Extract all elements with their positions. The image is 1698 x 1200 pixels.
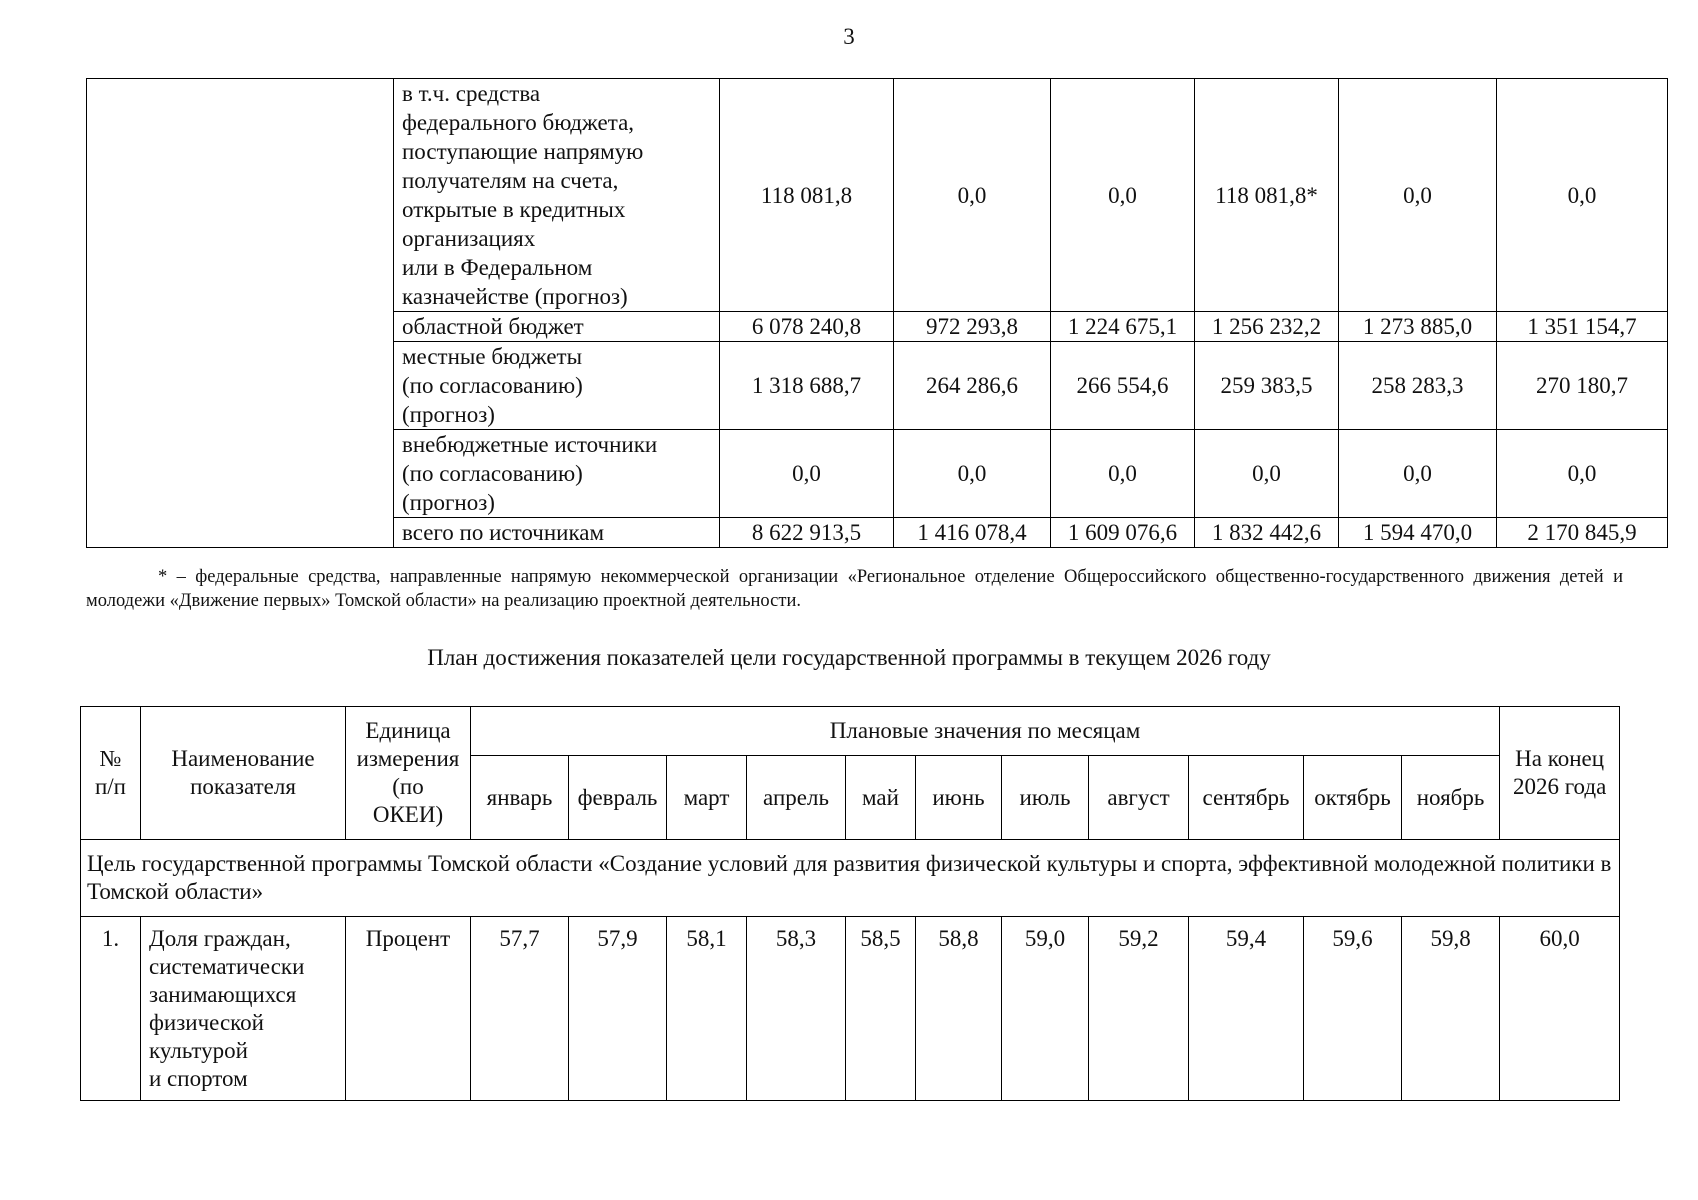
value-cell: 270 180,7 bbox=[1497, 342, 1668, 430]
header-unit bbox=[346, 707, 471, 840]
header-line: (по bbox=[392, 774, 424, 799]
month-value: 58,1 bbox=[667, 917, 747, 1101]
label-line: местные бюджеты bbox=[402, 344, 583, 369]
header-line: На конец bbox=[1515, 746, 1605, 771]
header-line: Единица bbox=[365, 718, 451, 743]
value-cell: 1 609 076,6 bbox=[1051, 518, 1195, 548]
header-line: 2026 года bbox=[1512, 774, 1607, 799]
label-line: получателям на счета, bbox=[402, 168, 619, 193]
empty-cell bbox=[87, 79, 394, 548]
label-line: казначействе (прогноз) bbox=[402, 284, 628, 309]
header-month: февраль bbox=[569, 756, 667, 840]
value-cell: 266 554,6 bbox=[1051, 342, 1195, 430]
value-cell: 6 078 240,8 bbox=[720, 312, 894, 342]
name-line: физической bbox=[149, 1010, 264, 1035]
header-line: измерения bbox=[356, 746, 460, 771]
value-cell: 1 224 675,1 bbox=[1051, 312, 1195, 342]
footnote bbox=[86, 565, 1623, 613]
value-cell: 1 416 078,4 bbox=[894, 518, 1051, 548]
label-line: всего по источникам bbox=[402, 520, 605, 545]
header-indicator-name bbox=[141, 707, 346, 840]
header-line: Наименование bbox=[171, 746, 315, 771]
month-value: 59,6 bbox=[1304, 917, 1402, 1101]
header-num bbox=[81, 707, 141, 840]
header-month: январь bbox=[471, 756, 569, 840]
name-line: и спортом bbox=[149, 1066, 248, 1091]
value-cell: 264 286,6 bbox=[894, 342, 1051, 430]
header-months-group: Плановые значения по месяцам bbox=[471, 707, 1500, 756]
month-value: 58,3 bbox=[747, 917, 846, 1101]
value-cell: 118 081,8* bbox=[1195, 79, 1339, 312]
label-line: федерального бюджета, bbox=[402, 110, 635, 135]
value-cell: 0,0 bbox=[894, 79, 1051, 312]
header-month: октябрь bbox=[1304, 756, 1402, 840]
plan-title: План достижения показателей цели государственной программы в текущем 2026 году bbox=[427, 645, 1271, 670]
budget-row-label bbox=[394, 430, 720, 518]
value-cell: 1 256 232,2 bbox=[1195, 312, 1339, 342]
value-cell: 1 318 688,7 bbox=[720, 342, 894, 430]
indicator-name bbox=[141, 917, 346, 1101]
value-cell: 0,0 bbox=[720, 430, 894, 518]
value-cell: 1 351 154,7 bbox=[1497, 312, 1668, 342]
value-cell: 0,0 bbox=[1195, 430, 1339, 518]
plan-header-row bbox=[81, 707, 1620, 756]
label-line: открытые в кредитных bbox=[402, 197, 626, 222]
header-line: показателя bbox=[190, 774, 296, 799]
label-line: (прогноз) bbox=[402, 402, 495, 427]
month-value: 58,8 bbox=[916, 917, 1002, 1101]
value-cell: 8 622 913,5 bbox=[720, 518, 894, 548]
value-cell: 1 273 885,0 bbox=[1339, 312, 1497, 342]
value-cell: 1 594 470,0 bbox=[1339, 518, 1497, 548]
header-line: № bbox=[99, 746, 122, 771]
end-of-year-value: 60,0 bbox=[1500, 917, 1620, 1101]
goal-row bbox=[81, 840, 1620, 917]
indicator-num: 1. bbox=[81, 917, 141, 1101]
value-cell: 118 081,8 bbox=[720, 79, 894, 312]
label-line: поступающие напрямую bbox=[402, 139, 644, 164]
value-cell: 0,0 bbox=[1497, 79, 1668, 312]
budget-row-label bbox=[394, 79, 720, 312]
budget-row-label bbox=[394, 518, 720, 548]
budget-row-label bbox=[394, 342, 720, 430]
value-cell: 972 293,8 bbox=[894, 312, 1051, 342]
label-line: внебюджетные источники bbox=[402, 432, 658, 457]
month-value: 57,9 bbox=[569, 917, 667, 1101]
header-month: ноябрь bbox=[1402, 756, 1500, 840]
month-value: 57,7 bbox=[471, 917, 569, 1101]
month-value: 59,2 bbox=[1089, 917, 1189, 1101]
header-month: апрель bbox=[747, 756, 846, 840]
header-end-of-year bbox=[1500, 707, 1620, 840]
indicator-unit: Процент bbox=[346, 917, 471, 1101]
label-line: организациях bbox=[402, 226, 536, 251]
budget-sources-table bbox=[86, 78, 1668, 548]
indicator-row bbox=[81, 917, 1620, 1101]
value-cell: 0,0 bbox=[894, 430, 1051, 518]
label-line: (по согласованию) bbox=[402, 373, 583, 398]
value-cell: 0,0 bbox=[1497, 430, 1668, 518]
label-line: областной бюджет bbox=[402, 314, 584, 339]
budget-row-federal-direct bbox=[87, 79, 1668, 312]
footnote-text: * – федеральные средства, направленные напрямую некоммерческой организации «Региональное отделение Общероссийского общественно-государственного движения детей и молодежи «Движение первых» Томской области» на реализацию проектной деятельности. bbox=[86, 567, 1623, 611]
value-cell: 2 170 845,9 bbox=[1497, 518, 1668, 548]
budget-row-label bbox=[394, 312, 720, 342]
month-value: 58,5 bbox=[846, 917, 916, 1101]
label-line: (прогноз) bbox=[402, 490, 495, 515]
name-line: систематически bbox=[149, 954, 305, 979]
header-month: сентябрь bbox=[1189, 756, 1304, 840]
label-line: в т.ч. средства bbox=[402, 81, 541, 106]
value-cell: 0,0 bbox=[1051, 79, 1195, 312]
page-number: 3 bbox=[843, 24, 855, 49]
value-cell: 1 832 442,6 bbox=[1195, 518, 1339, 548]
header-month: июль bbox=[1002, 756, 1089, 840]
month-value: 59,8 bbox=[1402, 917, 1500, 1101]
label-line: или в Федеральном bbox=[402, 255, 593, 280]
header-month: май bbox=[846, 756, 916, 840]
value-cell: 259 383,5 bbox=[1195, 342, 1339, 430]
header-month: март bbox=[667, 756, 747, 840]
header-month: август bbox=[1089, 756, 1189, 840]
name-line: занимающихся bbox=[149, 982, 297, 1007]
name-line: Доля граждан, bbox=[149, 926, 291, 951]
indicators-plan-table bbox=[80, 706, 1620, 1101]
month-value: 59,4 bbox=[1189, 917, 1304, 1101]
month-value: 59,0 bbox=[1002, 917, 1089, 1101]
value-cell: 0,0 bbox=[1339, 79, 1497, 312]
goal-text: Цель государственной программы Томской области «Создание условий для развития физической культуры и спорта, эффективной молодежной политики в Томской области» bbox=[81, 840, 1620, 917]
header-month: июнь bbox=[916, 756, 1002, 840]
label-line: (по согласованию) bbox=[402, 461, 583, 486]
value-cell: 0,0 bbox=[1051, 430, 1195, 518]
value-cell: 258 283,3 bbox=[1339, 342, 1497, 430]
name-line: культурой bbox=[149, 1038, 248, 1063]
value-cell: 0,0 bbox=[1339, 430, 1497, 518]
header-line: ОКЕИ) bbox=[372, 802, 444, 827]
header-line: п/п bbox=[94, 774, 126, 799]
